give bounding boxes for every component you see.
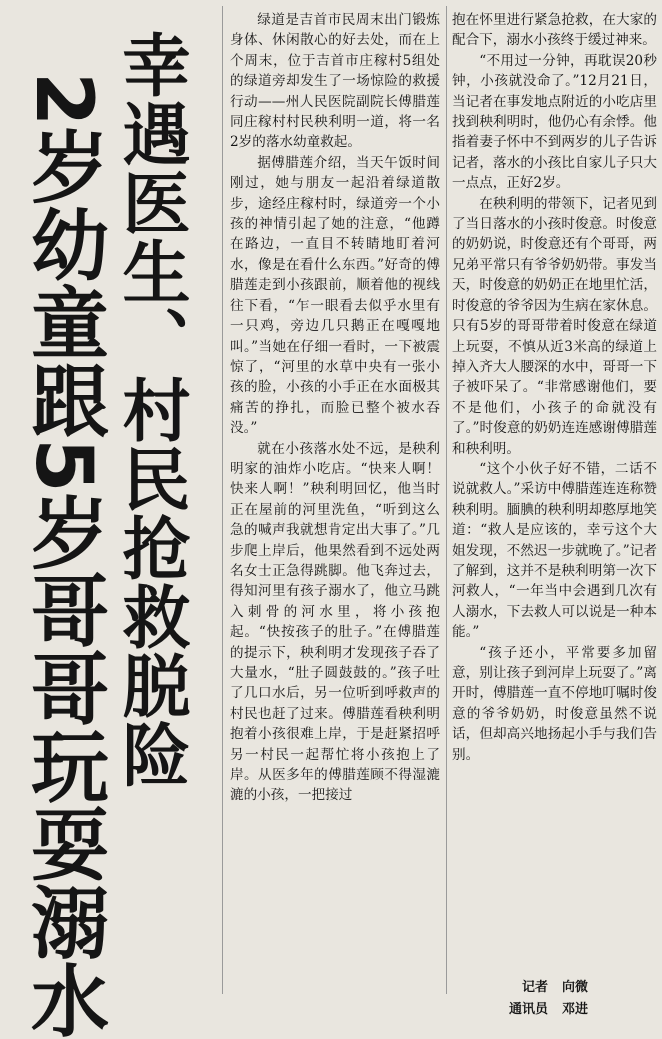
paragraph: 绿道是吉首市民周末出门锻炼身体、休闲散心的好去处，而在上个周末，位于吉首市庄稼村5组处的绿道旁却发生了一场惊险的救援行动——州人民医院副院长傅腊莲同庄稼村村民秧利明一道，将一名2岁的落水幼童救起。 <box>230 12 440 151</box>
paragraph: 据傅腊莲介绍，当天午饭时间刚过，她与朋友一起沿着绿道散步，途经庄稼村时，绿道旁一个小孩的神情引起了她的注意，“他蹲在路边，一直目不转睛地盯着河水，像是在看什么东西。”好奇的傅腊莲走到小孩跟前，顺着他的视线往下看，“乍一眼看去似乎水里有一只鸡，旁边几只鹅正在嘎嘎地叫。”当她在仔细一看时，一下被震惊了，“河里的水草中央有一张小孩的脸，小孩的小手正在水面极其痛苦的挣扎，而脸已整个被水吞没。” <box>230 154 440 437</box>
paragraph: 就在小孩落水处不远，是秧利明家的油炸小吃店。“快来人啊！快来人啊！”秧利明回忆，他当时正在屋前的河里洗鱼，“听到这么急的喊声我就想肯定出大事了。”几步爬上岸后，他果然看到不远处两名女士正急得跳脚。他飞奔过去，得知河里有孩子溺水了，他立马跳入刺骨的河水里，将小孩抱起。“快按孩子的肚子。”在傅腊莲的提示下，秧利明才发现孩子吞了大量水，“肚子圆鼓鼓的。”孩子吐了几口水后，另一位听到呼救声的村民也赶了过来。傅腊莲看秧利明抱着小孩很难上岸，于是赶紧招呼另一村民一起帮忙将小孩抱上了岸。从医多年的傅腊莲顾不得湿漉漉的小孩，一把接过 <box>230 440 440 804</box>
byline-name: 向微 <box>562 980 589 995</box>
column-rule-left <box>222 6 223 994</box>
paragraph: “这个小伙子好不错，二话不说就救人。”采访中傅腊莲连连称赞秧利明。腼腆的秧利明却憨厚地笑道：“救人是应该的，幸亏这个大姐发现，不然迟一步就晚了。”记者了解到，这并不是秧利明第一次下河救人，“一年当中会遇到几次有人溺水，下去救人可以说是一种本能。” <box>452 460 657 641</box>
paragraph: 抱在怀里进行紧急抢救，在大家的配合下，溺水小孩终于缓过神来。 <box>452 12 657 49</box>
paragraph: “孩子还小，平常要多加留意，别让孩子到河岸上玩耍了。”离开时，傅腊莲一直不停地叮嘱时俊意的爷爷奶奶，时俊意虽然不说话，但却高兴地扬起小手与我们告别。 <box>452 644 657 763</box>
text-column-2 <box>452 10 657 765</box>
main-headline: 2岁幼童跟5岁哥哥玩耍溺水 <box>18 72 108 1039</box>
sub-headline: 幸遇医生、村民抢救脱险 <box>111 30 190 789</box>
paragraph: 在秧利明的带领下，记者见到了当日落水的小孩时俊意。时俊意的奶奶说，时俊意还有个哥哥，两兄弟平常只有爷爷奶奶带。事发当天，时俊意的奶奶正在地里忙活，时俊意的爷爷因为生病在家休息。只有5岁的哥哥带着时俊意在绿道上玩耍，不慎从近3米高的绿道上掉入齐大人腰深的水中，哥哥一下子被吓呆了。“非常感谢他们，要不是他们，小孩子的命就没有了。”时俊意的奶奶连连感谢傅腊莲和秧利明。 <box>452 195 657 457</box>
byline-correspondent <box>478 1000 648 1020</box>
byline-role: 通讯员 <box>508 1002 548 1017</box>
paragraph: “不用过一分钟，再耽误20秒钟，小孩就没命了。”12月21日，当记者在事发地点附近的小吃店里找到秧利明时，他仍心有余悸。他指着妻子怀中不到两岁的儿子告诉记者，落水的小孩比自家儿子只大一点点，正好2岁。 <box>452 52 657 192</box>
byline-role: 记者 <box>521 980 548 995</box>
text-column-1 <box>230 10 440 806</box>
byline-reporter <box>478 978 648 998</box>
column-rule-middle <box>446 6 447 994</box>
byline-name: 邓进 <box>562 1002 589 1017</box>
